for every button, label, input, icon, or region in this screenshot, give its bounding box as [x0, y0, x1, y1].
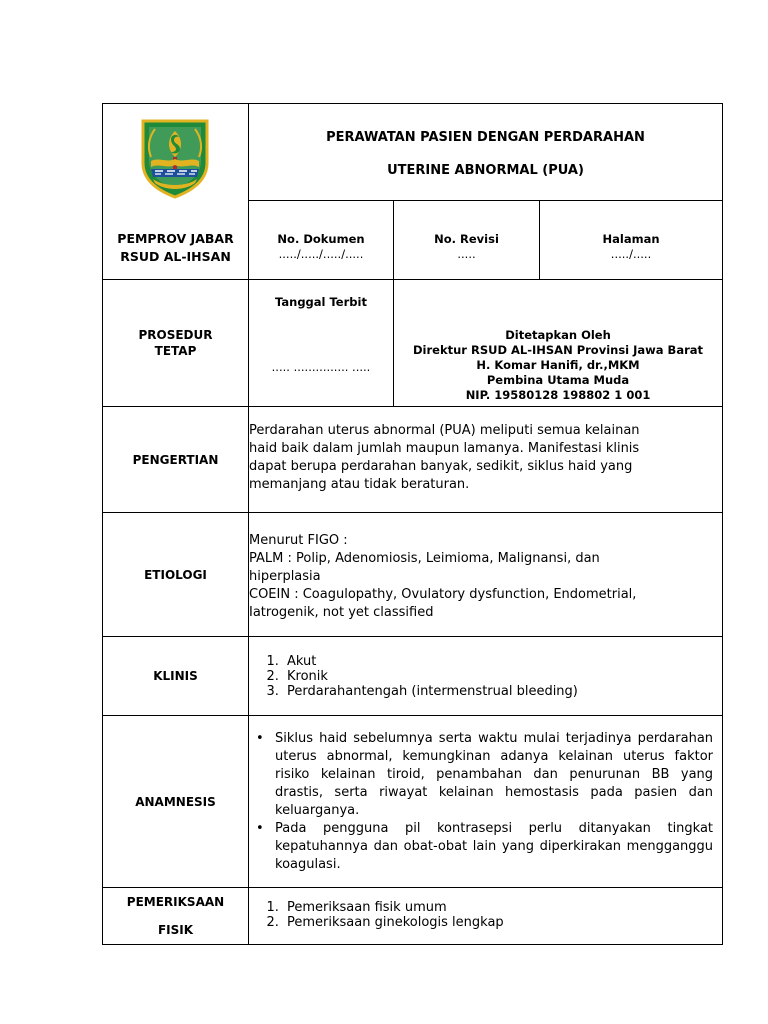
klinis-label: KLINIS: [103, 637, 249, 716]
issue-date-label: Tanggal Terbit: [275, 295, 367, 309]
title-cell: [249, 104, 723, 201]
signature-cell: [394, 280, 723, 407]
klinis-list: [283, 654, 722, 699]
list-item: • Siklus haid sebelumnya serta waktu mulai terjadinya perdarahan uterus abnormal, kemungkinan adanya kelainan uterus faktor risiko kelainan tiroid, penambahan dan penurunan BB yang drastis, serta riwayat kelainan hemostasis pada pasien dan keluarganya.: [275, 730, 713, 820]
pengertian-line: haid baik dalam jumlah maupun lamanya. Manifestasi klinis: [249, 440, 640, 456]
list-item: • Pada pengguna pil kontrasepsi perlu ditanyakan tingkat kepatuhannya dan obat-obat lain yang diperkirakan mengganggu koagulasi.: [275, 820, 713, 874]
pemeriksaan-list: [283, 900, 722, 930]
anamnesis-label: ANAMNESIS: [103, 716, 249, 888]
org-cell: [103, 104, 249, 280]
pemeriksaan-label-line2: FISIK: [157, 923, 194, 937]
doc-number-value: ...../...../...../.....: [278, 247, 364, 261]
anamnesis-content: [249, 716, 723, 888]
anamnesis-list: [275, 730, 717, 874]
revision-value: .....: [457, 247, 476, 261]
pengertian-content: [249, 407, 723, 513]
jabar-emblem-icon: [137, 117, 213, 199]
org-name-line1: PEMPROV JABAR: [117, 231, 234, 246]
document-title-line2: UTERINE ABNORMAL (PUA): [387, 162, 584, 178]
pengertian-line: Perdarahan uterus abnormal (PUA) meliputi semua kelainan: [249, 422, 640, 438]
sop-table: [102, 103, 723, 945]
pemeriksaan-label-line1: PEMERIKSAAN: [126, 895, 225, 909]
procedure-label-line1: PROSEDUR: [138, 328, 213, 342]
etiologi-label: ETIOLOGI: [103, 513, 249, 637]
pengertian-line: dapat berupa perdarahan banyak, sedikit, siklus haid yang: [249, 458, 633, 474]
director-title: Direktur RSUD AL-IHSAN Provinsi Jawa Barat: [413, 343, 704, 357]
signer-rank: Pembina Utama Muda: [486, 373, 630, 387]
etiologi-line: Iatrogenik, not yet classified: [249, 604, 434, 620]
org-name-line2: RSUD AL-IHSAN: [120, 249, 231, 264]
etiologi-line: hiperplasia: [249, 568, 321, 584]
list-item: 2. Pemeriksaan ginekologis lengkap: [283, 915, 722, 930]
pemeriksaan-content: [249, 888, 723, 945]
pemeriksaan-label-cell: [103, 888, 249, 945]
list-item: 2. Kronik: [283, 669, 722, 684]
signer-nip: NIP. 19580128 198802 1 001: [465, 388, 651, 402]
etiologi-content: [249, 513, 723, 637]
page-label: Halaman: [602, 232, 660, 246]
etiologi-line: Menurut FIGO :: [249, 532, 348, 548]
issue-date-cell: [249, 280, 394, 407]
etiologi-line: PALM : Polip, Adenomiosis, Leimioma, Malignansi, dan: [249, 550, 600, 566]
list-item: 3. Perdarahantengah (intermenstrual bleeding): [283, 684, 722, 699]
revision-label: No. Revisi: [434, 232, 499, 246]
issue-date-value: ..... ............... .....: [271, 360, 371, 374]
page-cell: [540, 201, 723, 280]
list-item: 1. Pemeriksaan fisik umum: [283, 900, 722, 915]
list-item: 1. Akut: [283, 654, 722, 669]
klinis-content: [249, 637, 723, 716]
procedure-label-cell: [103, 280, 249, 407]
etiologi-line: COEIN : Coagulopathy, Ovulatory dysfunction, Endometrial,: [249, 586, 637, 602]
doc-number-label: No. Dokumen: [277, 232, 365, 246]
established-by: Ditetapkan Oleh: [505, 328, 611, 342]
page-value: ...../.....: [610, 247, 652, 261]
doc-number-cell: [249, 201, 394, 280]
document-title-line1: PERAWATAN PASIEN DENGAN PERDARAHAN: [326, 129, 645, 145]
procedure-label-line2: TETAP: [154, 344, 197, 358]
pengertian-line: memanjang atau tidak beraturan.: [249, 476, 470, 492]
revision-cell: [394, 201, 540, 280]
signer-name: H. Komar Hanifi, dr.,MKM: [476, 358, 640, 372]
pengertian-label: PENGERTIAN: [103, 407, 249, 513]
